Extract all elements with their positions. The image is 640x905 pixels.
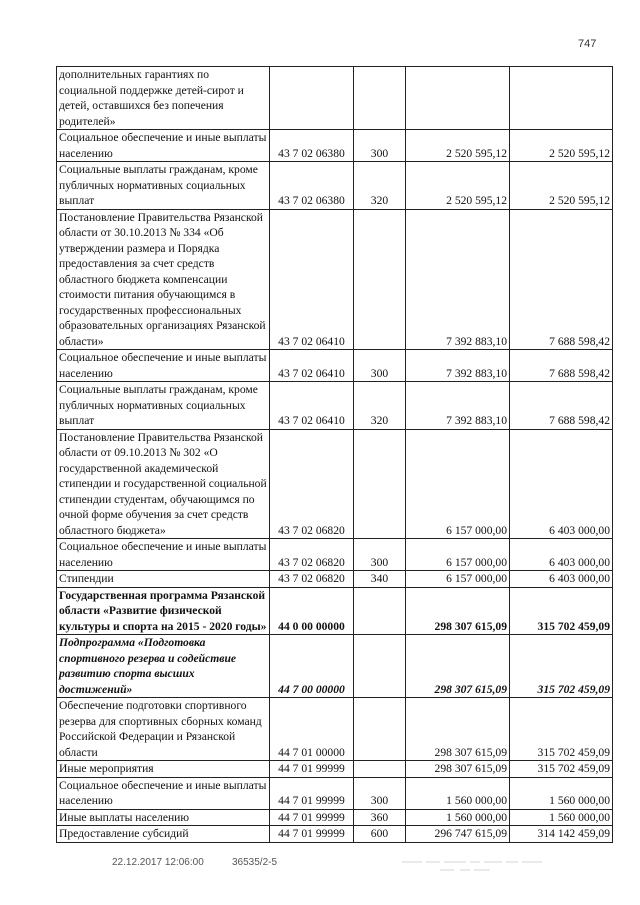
row-code-cell bbox=[270, 67, 354, 130]
row-expense-type-cell bbox=[354, 761, 406, 778]
row-expense-type-cell bbox=[354, 587, 406, 635]
row-amount-2019-cell: 7 392 883,10 bbox=[406, 209, 510, 350]
table-row bbox=[57, 429, 613, 539]
row-amount-2019-cell: 7 392 883,10 bbox=[406, 350, 510, 382]
row-amount-2020-cell: 1 560 000,00 bbox=[510, 777, 613, 809]
row-code-cell: 43 7 02 06380 bbox=[270, 130, 354, 162]
row-code-cell: 43 7 02 06410 bbox=[270, 382, 354, 430]
row-amount-2019-cell: 7 392 883,10 bbox=[406, 382, 510, 430]
row-amount-2019-cell: 298 307 615,09 bbox=[406, 587, 510, 635]
row-name-cell: Социальное обеспечение и иные выплаты населению bbox=[57, 350, 270, 382]
row-code-cell: 43 7 02 06410 bbox=[270, 350, 354, 382]
row-code-cell: 43 7 02 06820 bbox=[270, 429, 354, 539]
row-name-cell: Социальное обеспечение и иные выплаты населению bbox=[57, 130, 270, 162]
table-row bbox=[57, 350, 613, 382]
row-amount-2019-cell: 1 560 000,00 bbox=[406, 809, 510, 826]
footer-timestamp: 22.12.2017 12:06:00 bbox=[112, 857, 204, 868]
row-name-cell: Обеспечение подготовки спортивного резерва для спортивных сборных команд Российской Федерации и Рязанской области bbox=[57, 698, 270, 761]
table-row bbox=[57, 162, 613, 210]
table-row bbox=[57, 130, 613, 162]
row-amount-2019-cell: 298 307 615,09 bbox=[406, 761, 510, 778]
row-expense-type-cell: 340 bbox=[354, 571, 406, 588]
table-row bbox=[57, 587, 613, 635]
row-amount-2019-cell: 6 157 000,00 bbox=[406, 539, 510, 571]
row-expense-type-cell bbox=[354, 209, 406, 350]
table-row bbox=[57, 761, 613, 778]
row-expense-type-cell bbox=[354, 67, 406, 130]
row-name-cell: Иные мероприятия bbox=[57, 761, 270, 778]
row-amount-2020-cell: 7 688 598,42 bbox=[510, 209, 613, 350]
row-expense-type-cell: 300 bbox=[354, 350, 406, 382]
row-name-cell: Стипендии bbox=[57, 571, 270, 588]
row-name-cell: дополнительных гарантиях по социальной поддержке детей-сирот и детей, оставшихся без попечения родителей» bbox=[57, 67, 270, 130]
row-code-cell: 43 7 02 06410 bbox=[270, 209, 354, 350]
table-row bbox=[57, 777, 613, 809]
row-amount-2020-cell: 6 403 000,00 bbox=[510, 571, 613, 588]
row-amount-2020-cell: 2 520 595,12 bbox=[510, 130, 613, 162]
row-code-cell: 44 7 01 99999 bbox=[270, 761, 354, 778]
row-expense-type-cell bbox=[354, 429, 406, 539]
row-amount-2019-cell: 1 560 000,00 bbox=[406, 777, 510, 809]
row-code-cell: 43 7 02 06820 bbox=[270, 571, 354, 588]
scan-stamp-mark bbox=[400, 856, 550, 874]
row-amount-2020-cell: 7 688 598,42 bbox=[510, 350, 613, 382]
row-amount-2019-cell: 6 157 000,00 bbox=[406, 429, 510, 539]
row-amount-2020-cell: 315 702 459,09 bbox=[510, 761, 613, 778]
row-amount-2020-cell: 6 403 000,00 bbox=[510, 539, 613, 571]
row-amount-2020-cell: 315 702 459,09 bbox=[510, 587, 613, 635]
row-amount-2020-cell: 1 560 000,00 bbox=[510, 809, 613, 826]
table-row bbox=[57, 539, 613, 571]
row-expense-type-cell: 300 bbox=[354, 130, 406, 162]
row-name-cell: Социальное обеспечение и иные выплаты населению bbox=[57, 539, 270, 571]
row-expense-type-cell: 360 bbox=[354, 809, 406, 826]
row-amount-2020-cell: 7 688 598,42 bbox=[510, 382, 613, 430]
row-amount-2019-cell: 2 520 595,12 bbox=[406, 130, 510, 162]
table-row bbox=[57, 809, 613, 826]
table-row bbox=[57, 635, 613, 698]
row-amount-2020-cell: 315 702 459,09 bbox=[510, 635, 613, 698]
row-name-cell: Постановление Правительства Рязанской области от 30.10.2013 № 334 «Об утверждении размера и Порядка предоставления за счет средств областного бюджета компенсации стоимости питания обучающимся в государственных профессиональных образовательных организациях Рязанской области» bbox=[57, 209, 270, 350]
row-name-cell: Подпрограмма «Подготовка спортивного резерва и содействие развитию спорта высших достижений» bbox=[57, 635, 270, 698]
row-amount-2019-cell: 298 307 615,09 bbox=[406, 635, 510, 698]
row-code-cell: 43 7 02 06380 bbox=[270, 162, 354, 210]
row-code-cell: 44 7 01 99999 bbox=[270, 809, 354, 826]
row-expense-type-cell bbox=[354, 698, 406, 761]
row-name-cell: Социальные выплаты гражданам, кроме публичных нормативных социальных выплат bbox=[57, 382, 270, 430]
row-expense-type-cell: 320 bbox=[354, 162, 406, 210]
row-code-cell: 44 7 01 99999 bbox=[270, 777, 354, 809]
row-amount-2020-cell: 2 520 595,12 bbox=[510, 162, 613, 210]
row-code-cell: 43 7 02 06820 bbox=[270, 539, 354, 571]
row-expense-type-cell: 300 bbox=[354, 777, 406, 809]
row-name-cell: Постановление Правительства Рязанской области от 09.10.2013 № 302 «О государственной академической стипендии и государственной социальной стипендии студентам, обучающимся по очной форме обучения за счет средств областного бюджета» bbox=[57, 429, 270, 539]
table-row bbox=[57, 826, 613, 843]
row-amount-2020-cell bbox=[510, 67, 613, 130]
row-amount-2020-cell: 6 403 000,00 bbox=[510, 429, 613, 539]
row-expense-type-cell bbox=[354, 635, 406, 698]
row-amount-2019-cell: 6 157 000,00 bbox=[406, 571, 510, 588]
budget-table bbox=[56, 66, 613, 843]
table-row bbox=[57, 67, 613, 130]
table-row bbox=[57, 382, 613, 430]
row-code-cell: 44 7 01 00000 bbox=[270, 698, 354, 761]
row-name-cell: Государственная программа Рязанской области «Развитие физической культуры и спорта на 2015 - 2020 годы» bbox=[57, 587, 270, 635]
row-name-cell: Социальное обеспечение и иные выплаты населению bbox=[57, 777, 270, 809]
footer-document-id: 36535/2-5 bbox=[232, 857, 278, 868]
row-code-cell: 44 7 00 00000 bbox=[270, 635, 354, 698]
row-amount-2020-cell: 315 702 459,09 bbox=[510, 698, 613, 761]
row-amount-2019-cell: 2 520 595,12 bbox=[406, 162, 510, 210]
table-row bbox=[57, 571, 613, 588]
row-name-cell: Социальные выплаты гражданам, кроме публичных нормативных социальных выплат bbox=[57, 162, 270, 210]
row-amount-2019-cell: 298 307 615,09 bbox=[406, 698, 510, 761]
row-expense-type-cell: 600 bbox=[354, 826, 406, 843]
row-amount-2020-cell: 314 142 459,09 bbox=[510, 826, 613, 843]
row-code-cell: 44 7 01 99999 bbox=[270, 826, 354, 843]
row-name-cell: Иные выплаты населению bbox=[57, 809, 270, 826]
row-expense-type-cell: 300 bbox=[354, 539, 406, 571]
table-row bbox=[57, 209, 613, 350]
row-expense-type-cell: 320 bbox=[354, 382, 406, 430]
table-row bbox=[57, 698, 613, 761]
row-amount-2019-cell bbox=[406, 67, 510, 130]
row-amount-2019-cell: 296 747 615,09 bbox=[406, 826, 510, 843]
row-code-cell: 44 0 00 00000 bbox=[270, 587, 354, 635]
page-number: 747 bbox=[578, 38, 597, 50]
row-name-cell: Предоставление субсидий bbox=[57, 826, 270, 843]
